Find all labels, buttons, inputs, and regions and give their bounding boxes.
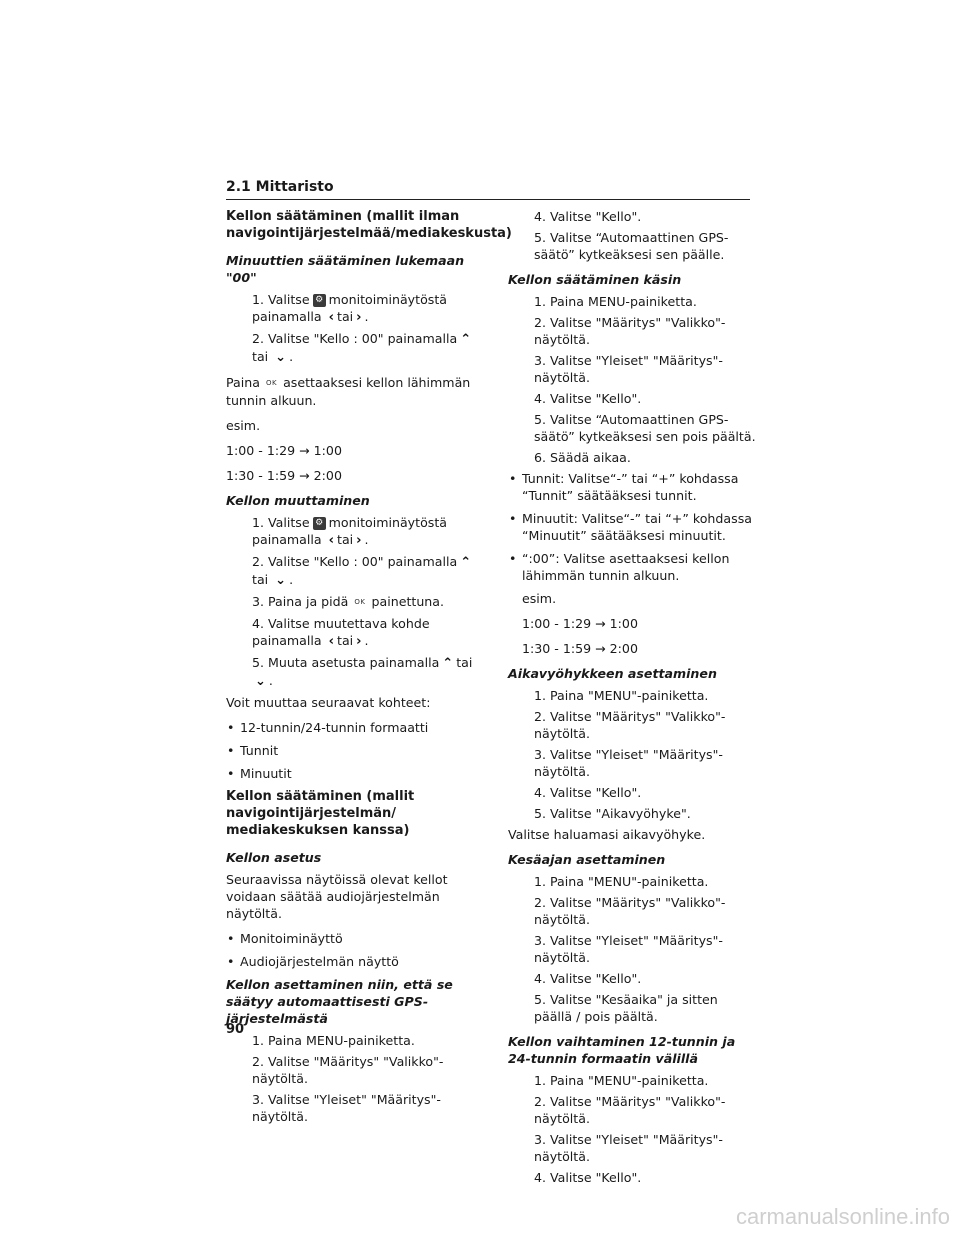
heading-format: Kellon vaihtaminen 12-tunnin ja 24-tunnin formaatin välillä (508, 1034, 736, 1066)
manual-step: 1. Paina MENU-painiketta. (534, 294, 697, 309)
gear-icon: ⚙ (313, 517, 326, 530)
ok-icon: OK (265, 379, 278, 387)
list-item: • “:00”: Valitse asettaaksesi kellon lähimmän tunnin alkuun. (509, 551, 730, 583)
heading-clock-adjust: Kellon säätäminen (mallit ilman navigointijärjestelmää/mediakeskusta) (226, 209, 512, 241)
list-item: • 12-tunnin/24-tunnin formaatti (227, 720, 429, 735)
chevron-right-icon: › (356, 634, 362, 649)
example-label: esim. (522, 591, 557, 606)
setting-text: Seuraavissa näytöissä olevat kellot voidaan säätää audiojärjestelmän näytöltä. (226, 872, 448, 921)
manual-step: 4. Valitse "Kello". (534, 391, 642, 406)
chevron-down-icon: ⌄ (275, 350, 287, 365)
chevron-down-icon: ⌄ (275, 573, 287, 588)
chevron-right-icon: › (356, 310, 362, 325)
change-step-5: 5. Muuta asetusta painamalla ⌃ tai⌄ . (252, 655, 473, 689)
example-2: 1:30 - 1:59 → 2:00 (522, 641, 638, 656)
dst-step: 3. Valitse "Yleiset" "Määritys"-näytöltä. (534, 933, 723, 965)
chevron-up-icon: ⌃ (442, 656, 454, 671)
heading-dst: Kesäajan asettaminen (508, 852, 666, 867)
chevron-left-icon: ‹ (328, 634, 334, 649)
page-number: 90 (226, 1022, 245, 1037)
tz-step: 3. Valitse "Yleiset" "Määritys"-näytöltä. (534, 747, 723, 779)
tz-step: 2. Valitse "Määritys" "Valikko"-näytöltä. (534, 709, 726, 741)
dst-step: 5. Valitse "Kesäaika" ja sitten päällä / pois päältä. (534, 992, 718, 1024)
manual-step: 3. Valitse "Yleiset" "Määritys"-näytöltä. (534, 353, 723, 385)
heading-minutes: Minuuttien säätäminen lukemaan "00" (226, 253, 465, 285)
chevron-up-icon: ⌃ (460, 555, 472, 570)
example-1: 1:00 - 1:29 → 1:00 (522, 616, 638, 631)
step-select-clock: 2. Valitse "Kello : 00" painamalla ⌃tai ⌄ . (252, 331, 472, 365)
auto-step: 3. Valitse "Yleiset" "Määritys"-näytöltä. (252, 1092, 441, 1124)
heading-clock-setting: Kellon asetus (226, 850, 322, 865)
auto-step: 4. Valitse "Kello". (534, 209, 642, 224)
ok-icon: OK (354, 598, 366, 606)
heading-manual: Kellon säätäminen käsin (508, 272, 682, 287)
tz-step: 1. Paina "MENU"-painiketta. (534, 688, 709, 703)
tz-text: Valitse haluamasi aikavyöhyke. (508, 827, 706, 842)
list-item: • Minuutit (227, 766, 292, 781)
dst-step: 1. Paina "MENU"-painiketta. (534, 874, 709, 889)
chevron-right-icon: › (356, 533, 362, 548)
list-item: • Minuutit: Valitse“-” tai “+” kohdassa “Minuutit” säätääksesi minuutit. (509, 511, 752, 543)
format-step: 2. Valitse "Määritys" "Valikko"-näytöltä. (534, 1094, 726, 1126)
chevron-up-icon: ⌃ (460, 332, 472, 347)
heading-clock-auto: Kellon asettaminen niin, että se säätyy automaattisesti GPS-järjestelmästä (226, 977, 453, 1026)
press-ok-text: Paina OK asettaaksesi kellon lähimmän tunnin alkuun. (226, 375, 471, 408)
right-column (508, 208, 756, 1190)
footer-watermark: carmanualsonline.info (735, 1204, 950, 1229)
example-2: 1:30 - 1:59 → 2:00 (226, 468, 342, 483)
format-step: 1. Paina "MENU"-painiketta. (534, 1073, 709, 1088)
section-header: 2.1 Mittaristo (226, 178, 750, 200)
change-step-4: 4. Valitse muutettava kohde painamalla ‹ tai › . (252, 616, 430, 649)
heading-timezone: Aikavyöhykkeen asettaminen (508, 666, 717, 681)
change-step-1: 1. Valitse ⚙ monitoiminäytöstä painamalla ‹ tai › . (252, 515, 447, 548)
heading-clock-nav: Kellon säätäminen (mallit navigointijärjestelmän/ mediakeskuksen kanssa) (226, 789, 415, 838)
auto-step: 2. Valitse "Määritys" "Valikko"-näytöltä. (252, 1054, 444, 1086)
dst-step: 2. Valitse "Määritys" "Valikko"-näytöltä. (534, 895, 726, 927)
chevron-down-icon: ⌄ (255, 674, 266, 689)
auto-step: 1. Paina MENU-painiketta. (252, 1033, 415, 1048)
heading-clock-change: Kellon muuttaminen (226, 493, 370, 508)
change-step-2: 2. Valitse "Kello : 00" painamalla ⌃tai ⌄ . (252, 554, 472, 588)
example-1: 1:00 - 1:29 → 1:00 (226, 443, 342, 458)
manual-step: 5. Valitse “Automaattinen GPS-säätö” kytkeäksesi sen pois päältä. (534, 412, 756, 444)
list-item: • Tunnit: Valitse“-” tai “+” kohdassa “Tunnit” säätääksesi tunnit. (509, 471, 739, 503)
chevron-left-icon: ‹ (328, 310, 334, 325)
dst-step: 4. Valitse "Kello". (534, 971, 642, 986)
items-intro: Voit muuttaa seuraavat kohteet: (226, 695, 431, 710)
manual-step: 2. Valitse "Määritys" "Valikko"-näytöltä. (534, 315, 726, 347)
change-step-3: 3. Paina ja pidä OK painettuna. (252, 594, 445, 609)
list-item: • Monitoiminäyttö (227, 931, 343, 946)
format-step: 4. Valitse "Kello". (534, 1170, 642, 1185)
auto-step: 5. Valitse “Automaattinen GPS-säätö” kytkeäksesi sen päälle. (534, 230, 729, 262)
list-item: • Tunnit (227, 743, 279, 758)
left-column (226, 208, 512, 1129)
list-item: • Audiojärjestelmän näyttö (227, 954, 399, 969)
tz-step: 5. Valitse "Aikavyöhyke". (534, 806, 691, 821)
step-select-settings: 1. Valitse ⚙ monitoiminäytöstä painamalla ‹ tai › . (252, 292, 447, 325)
chevron-left-icon: ‹ (328, 533, 334, 548)
example-label: esim. (226, 418, 261, 433)
format-step: 3. Valitse "Yleiset" "Määritys"-näytöltä. (534, 1132, 723, 1164)
manual-step: 6. Säädä aikaa. (534, 450, 631, 465)
tz-step: 4. Valitse "Kello". (534, 785, 642, 800)
gear-icon: ⚙ (313, 294, 326, 307)
